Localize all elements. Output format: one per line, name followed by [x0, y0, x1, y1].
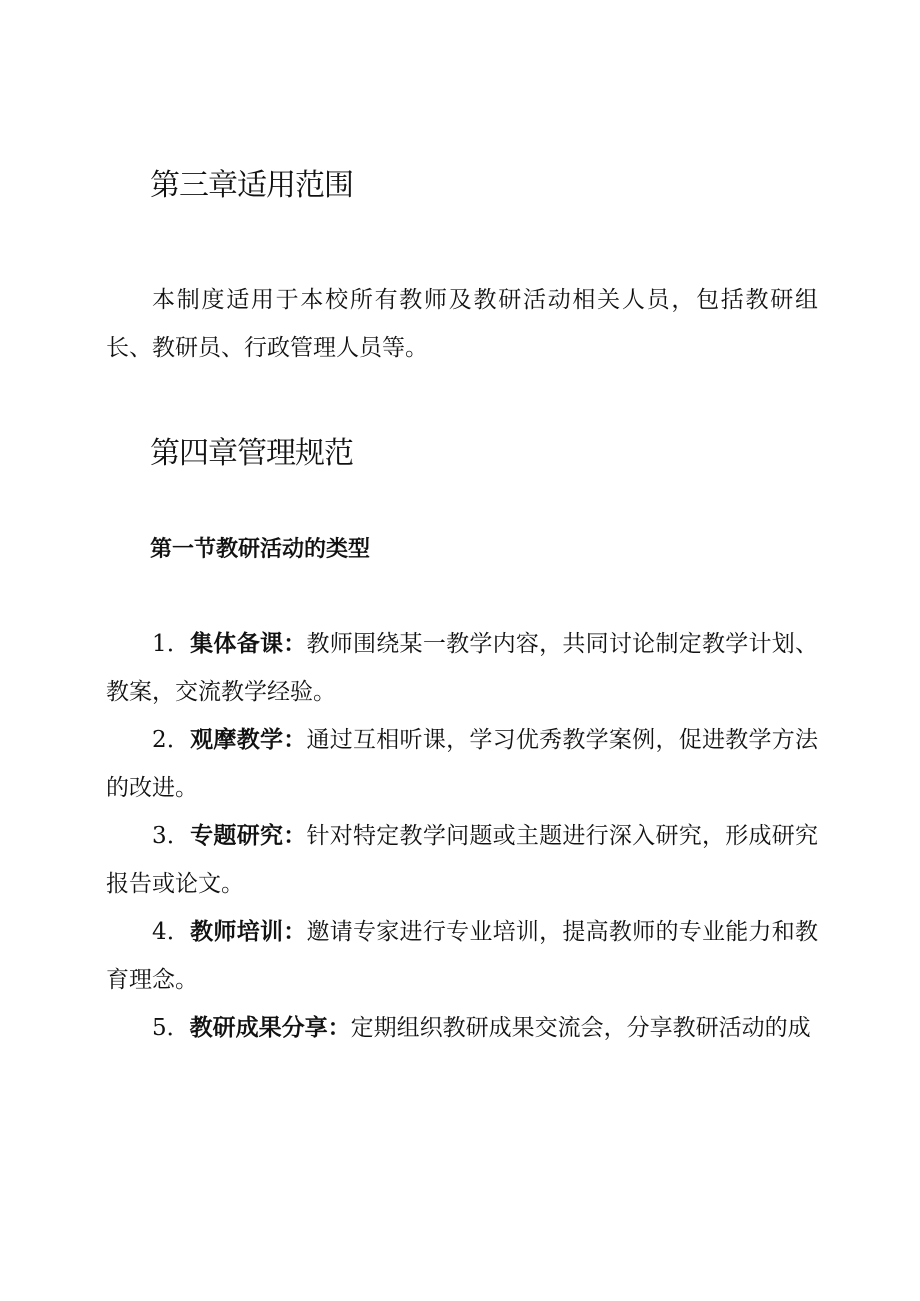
item-number: 2．	[152, 727, 191, 753]
item-title: 集体备课：	[190, 631, 307, 657]
item-text: 教师围绕某一教学内容，共同讨论制定教学计划、教案，交流教学经验。	[106, 631, 819, 705]
item-title: 教师培训：	[190, 919, 307, 945]
chapter-4-heading: 第四章管理规范	[150, 436, 353, 471]
item-title: 教研成果分享：	[189, 1015, 351, 1041]
list-item	[106, 620, 818, 716]
item-number: 5．	[152, 1015, 190, 1041]
item-number: 4．	[152, 919, 191, 945]
list-item	[106, 1004, 818, 1052]
item-text: 邀请专家进行专业培训，提高教师的专业能力和教育理念。	[106, 919, 819, 993]
item-title: 专题研究：	[190, 823, 307, 849]
list-item	[106, 908, 818, 1004]
list-item	[106, 812, 818, 908]
item-text: 针对特定教学问题或主题进行深入研究，形成研究报告或论文。	[106, 823, 819, 897]
item-text: 通过互相听课，学习优秀教学案例，促进教学方法的改进。	[106, 727, 819, 801]
item-number: 3．	[152, 823, 191, 849]
chapter-3-heading: 第三章适用范围	[150, 168, 353, 203]
section-1-title: 第一节教研活动的类型	[150, 537, 371, 562]
item-number: 1．	[152, 631, 191, 657]
item-title: 观摩教学：	[190, 727, 307, 753]
list-item	[106, 716, 818, 812]
chapter-3-paragraph: 本制度适用于本校所有教师及教研活动相关人员，包括教研组长、教研员、行政管理人员等。	[106, 287, 818, 361]
item-text: 定期组织教研成果交流会，分享教研活动的成	[350, 1015, 811, 1041]
